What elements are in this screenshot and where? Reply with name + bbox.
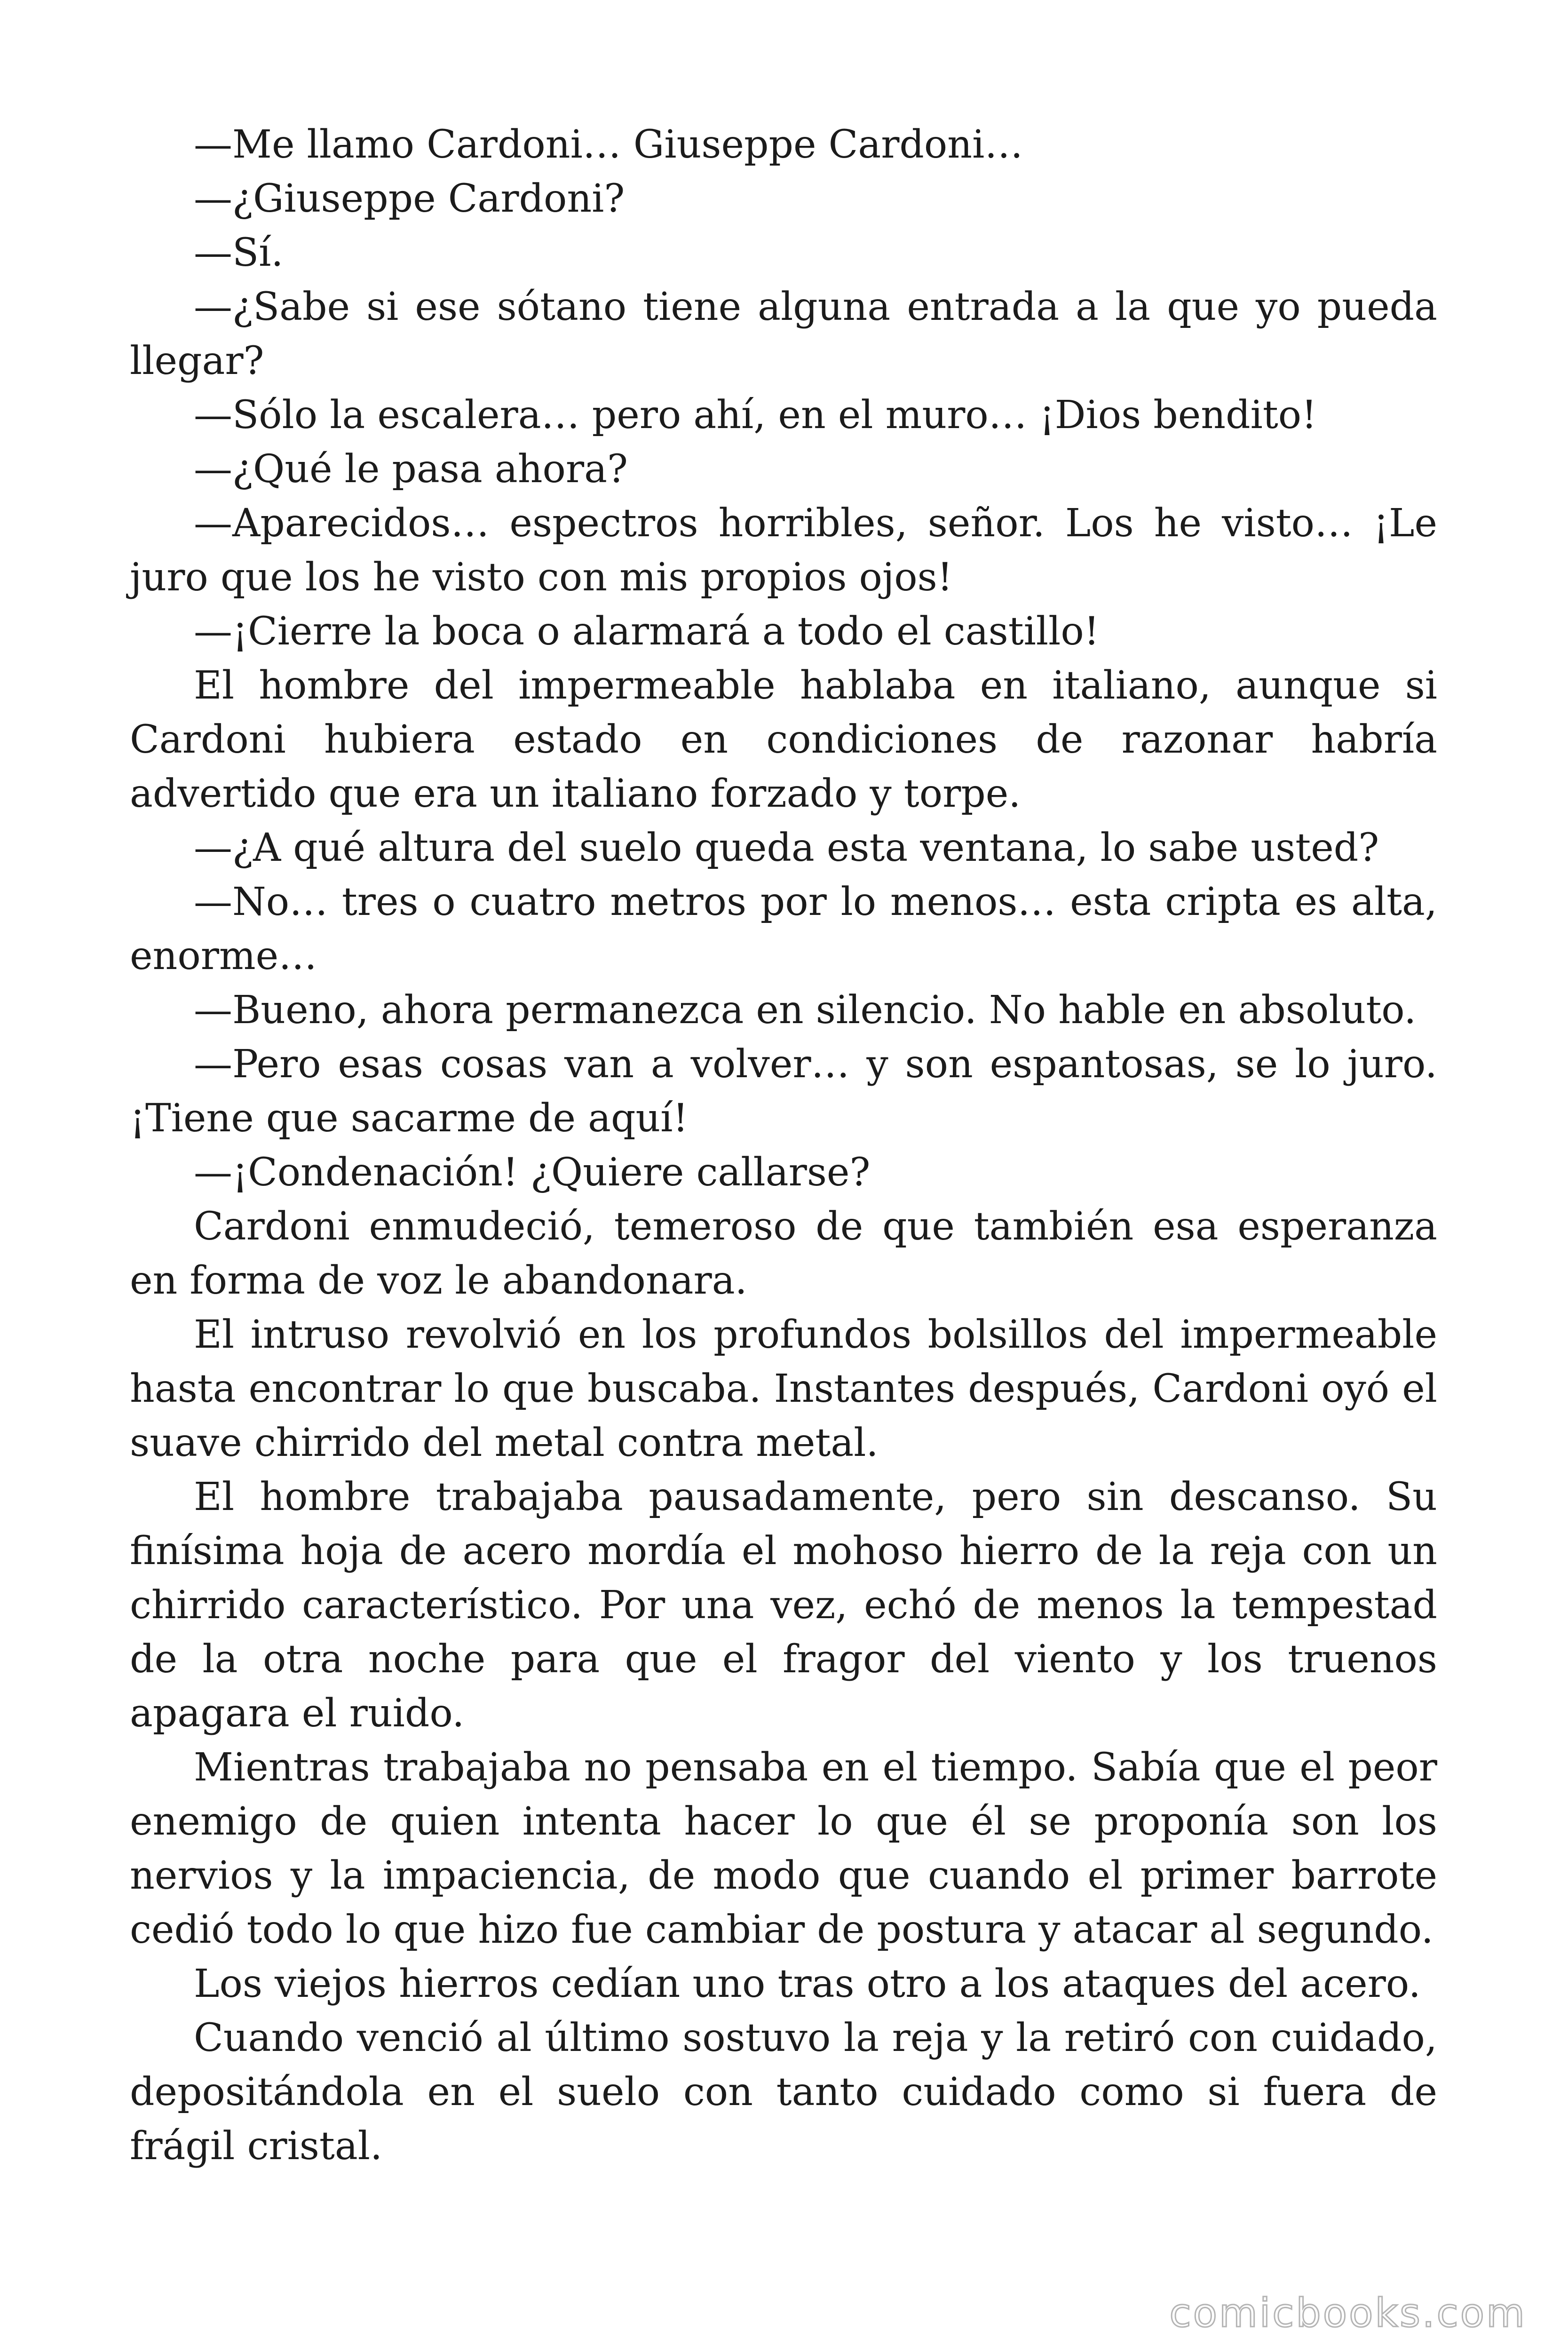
paragraph: Los viejos hierros cedían uno tras otro a los ataques del acero. [194,1962,1421,2006]
paragraph: —Me llamo Cardoni… Giuseppe Cardoni… [194,122,1023,167]
paragraph: —¿Sabe si ese sótano tiene alguna entrada a la que yo pueda llegar? [130,285,1437,383]
paragraph: —Sólo la escalera… pero ahí, en el muro… ¡Dios bendito! [194,393,1317,437]
paragraph: El hombre trabajaba pausadamente, pero sin descanso. Su finísima hoja de acero mordía el mohoso hierro de la reja con un chirrido característico. Por una vez, echó de menos la tempestad de la otra noche para que el fragor del viento y los truenos apagara el ruido. [130,1475,1437,1736]
paragraph: —¡Cierre la boca o alarmará a todo el castillo! [194,609,1100,654]
paragraph: —Pero esas cosas van a volver… y son espantosas, se lo juro. ¡Tiene que sacarme de aquí! [130,1042,1437,1141]
paragraph: —Aparecidos… espectros horribles, señor. Los he visto… ¡Le juro que los he visto con mis propios ojos! [130,501,1437,600]
paragraph: El intruso revolvió en los profundos bolsillos del impermeable hasta encontrar lo que buscaba. Instantes después, Cardoni oyó el suave chirrido del metal contra metal. [130,1312,1437,1465]
paragraph: —¿Qué le pasa ahora? [194,447,628,492]
paragraph: El hombre del impermeable hablaba en italiano, aunque si Cardoni hubiera estado en condiciones de razonar habría advertido que era un italiano forzado y torpe. [130,663,1437,816]
paragraph: Mientras trabajaba no pensaba en el tiempo. Sabía que el peor enemigo de quien intenta hacer lo que él se proponía son los nervios y la impaciencia, de modo que cuando el primer barrote cedió todo lo que hizo fue cambiar de postura y atacar al segundo. [130,1745,1437,1952]
paragraph: —Bueno, ahora permanezca en silencio. No hable en absoluto. [194,988,1417,1033]
paragraph: Cardoni enmudeció, temeroso de que también esa esperanza en forma de voz le abandonara. [130,1204,1437,1303]
paragraph: —No… tres o cuatro metros por lo menos… esta cripta es alta, enorme… [130,880,1437,978]
watermark: comicbooks.com [1169,2290,1527,2336]
paragraph: —¡Condenación! ¿Quiere callarse? [194,1150,871,1195]
paragraph: —¿A qué altura del suelo queda esta ventana, lo sabe usted? [194,826,1379,870]
paragraph: Cuando venció al último sostuvo la reja y la retiró con cuidado, depositándola en el suelo con tanto cuidado como si fuera de frágil cristal. [130,2016,1437,2169]
page-body [130,118,1437,2173]
text-block [130,118,1437,2173]
paragraph: —¿Giuseppe Cardoni? [194,176,625,221]
paragraph: —Sí. [194,230,284,275]
